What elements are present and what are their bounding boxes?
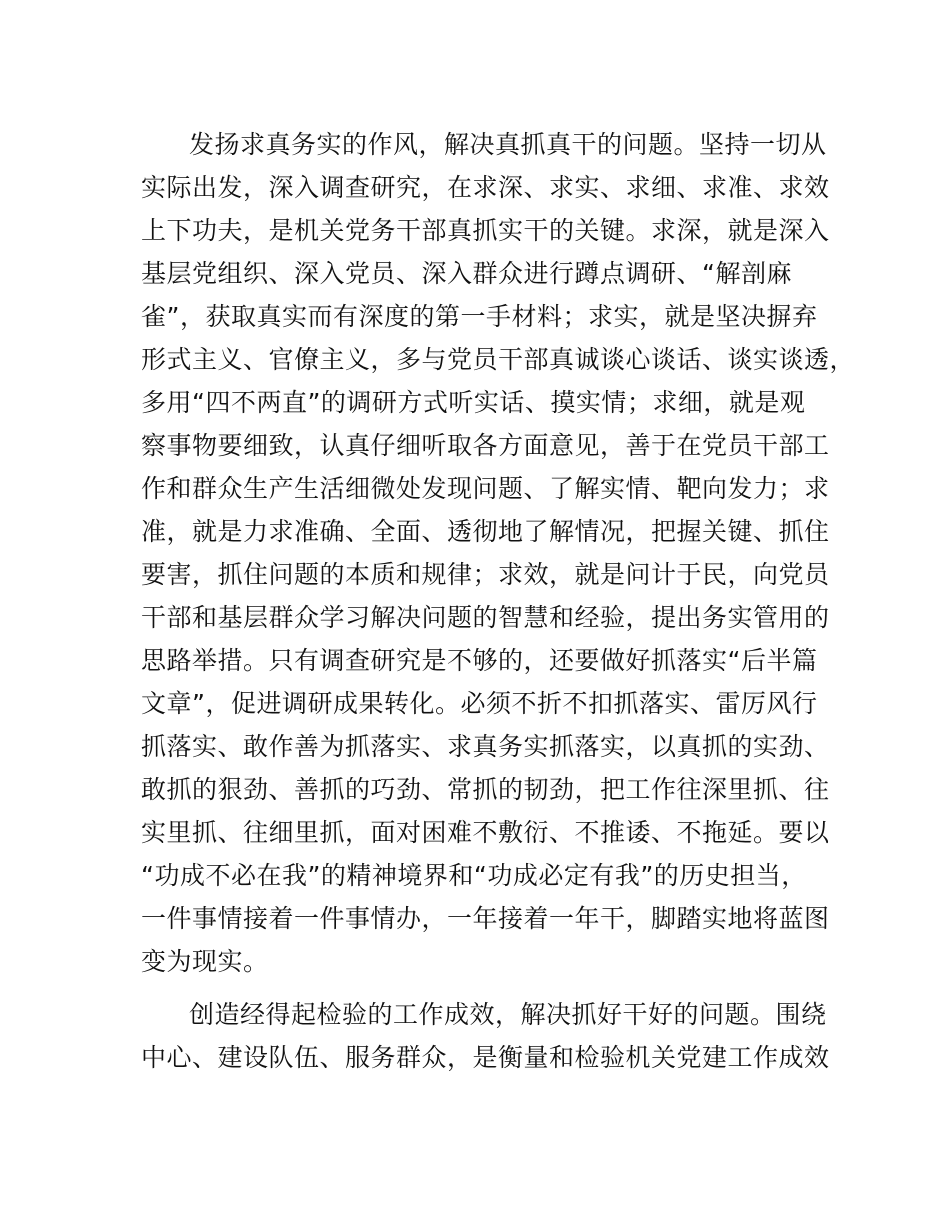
text-line: 准，就是力求准确、全面、透彻地了解情况，把握关键、抓住 bbox=[141, 517, 830, 546]
text-line: 变为现实。 bbox=[141, 947, 269, 976]
text-line: 一件事情接着一件事情办，一年接着一年干，脚踏实地将蓝图 bbox=[141, 904, 830, 933]
text-line: 基层党组织、深入党员、深入群众进行蹲点调研、“解剖麻 bbox=[141, 259, 792, 288]
document-body bbox=[141, 123, 856, 1079]
paragraph-spacer bbox=[141, 983, 831, 993]
text-line: 多用“四不两直”的调研方式听实话、摸实情；求细，就是观 bbox=[141, 388, 806, 417]
text-line: 干部和基层群众学习解决问题的智慧和经验，提出务实管用的 bbox=[141, 603, 830, 632]
text-line: 敢抓的狠劲、善抓的巧劲、常抓的韧劲，把工作往深里抓、往 bbox=[141, 775, 830, 804]
text-line: “功成不必在我”的精神境界和“功成必定有我”的历史担当， bbox=[141, 861, 807, 890]
text-line: 形式主义、官僚主义，多与党员干部真诚谈心谈话、谈实谈透， bbox=[141, 345, 856, 374]
text-line: 实际出发，深入调查研究，在求深、求实、求细、求准、求效 bbox=[141, 173, 830, 202]
text-line: 实里抓、往细里抓，面对困难不敷衍、不推诿、不拖延。要以 bbox=[141, 818, 830, 847]
text-line: 发扬求真务实的作风，解决真抓真干的问题。坚持一切从 bbox=[189, 130, 827, 159]
text-line: 上下功夫，是机关党务干部真抓实干的关键。求深，就是深入 bbox=[141, 216, 830, 245]
text-line: 雀”，获取真实而有深度的第一手材料；求实，就是坚决摒弃 bbox=[141, 302, 818, 331]
text-line: 文章”，促进调研成果转化。必须不折不扣抓落实、雷厉风行 bbox=[141, 689, 818, 718]
text-line: 察事物要细致，认真仔细听取各方面意见，善于在党员干部工 bbox=[141, 431, 830, 460]
text-line: 作和群众生产生活细微处发现问题、了解实情、靶向发力；求 bbox=[141, 474, 830, 503]
text-line: 思路举措。只有调查研究是不够的，还要做好抓落实“后半篇 bbox=[141, 646, 818, 675]
text-line: 要害，抓住问题的本质和规律；求效，就是问计于民，向党员 bbox=[141, 560, 830, 589]
paragraph-1 bbox=[141, 123, 856, 983]
text-line: 抓落实、敢作善为抓落实、求真务实抓落实，以真抓的实劲、 bbox=[141, 732, 830, 761]
text-line: 创造经得起检验的工作成效，解决抓好干好的问题。围绕 bbox=[189, 1000, 827, 1029]
text-line: 中心、建设队伍、服务群众，是衡量和检验机关党建工作成效 bbox=[141, 1043, 830, 1072]
paragraph-2 bbox=[141, 993, 831, 1079]
